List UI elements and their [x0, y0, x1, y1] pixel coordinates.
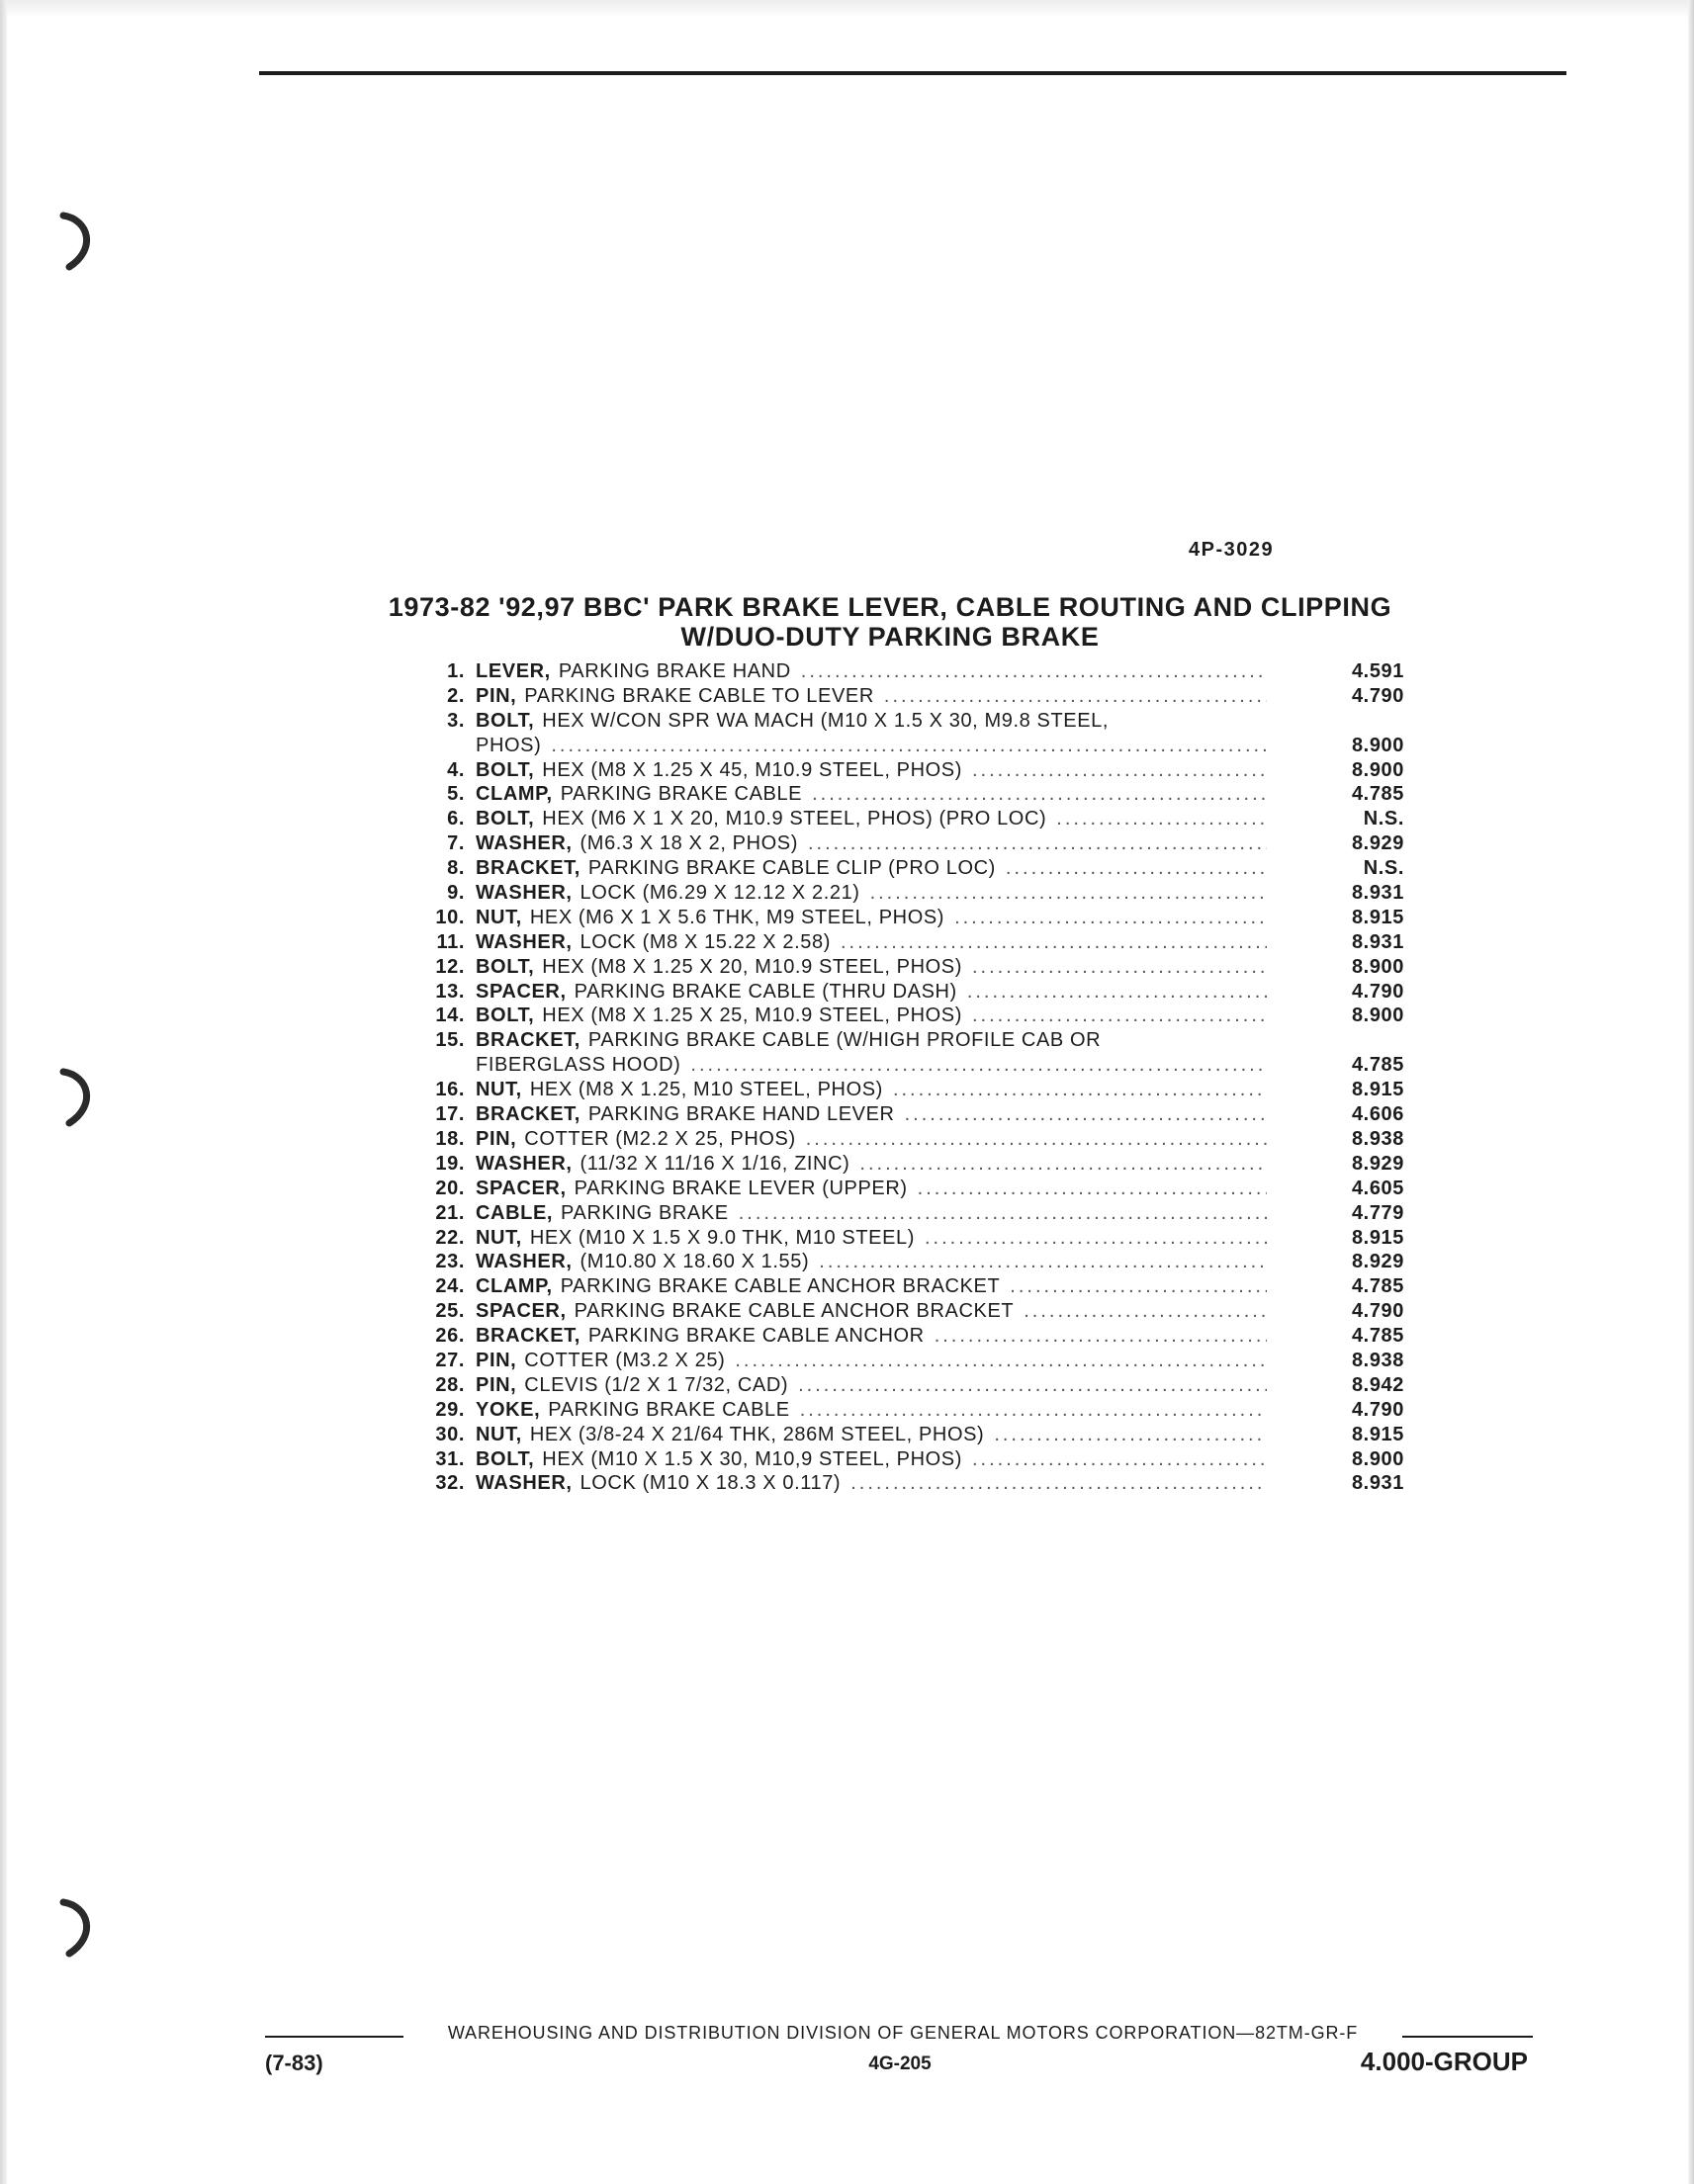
item-number: 19.: [435, 1152, 465, 1175]
list-item: [356, 1102, 1404, 1127]
part-name: WASHER,: [476, 930, 573, 953]
dot-leader: [870, 881, 1267, 906]
list-item: [356, 1078, 1404, 1102]
item-description: [476, 1078, 1267, 1102]
part-name: BOLT,: [476, 1447, 535, 1470]
dot-leader: [1056, 807, 1267, 831]
dot-leader: [972, 758, 1267, 783]
part-name: CABLE,: [476, 1201, 554, 1224]
dot-leader: [935, 1324, 1267, 1349]
item-number: 22.: [435, 1226, 465, 1249]
list-item: [356, 1299, 1404, 1324]
group-code: 8.929: [1351, 1152, 1404, 1175]
item-description: [476, 1226, 1267, 1251]
group-code: 4.779: [1351, 1201, 1404, 1224]
part-desc: PARKING BRAKE CABLE: [560, 783, 803, 806]
list-item: [356, 1028, 1404, 1078]
group-code: 4.785: [1351, 1325, 1404, 1348]
item-description: [476, 807, 1267, 831]
item-number: 6.: [447, 808, 465, 830]
item-description: [476, 1299, 1267, 1324]
part-desc: COTTER (M3.2 X 25): [524, 1349, 726, 1371]
part-name: PIN,: [476, 684, 517, 707]
part-name: WASHER,: [476, 882, 573, 905]
dot-leader: [972, 1447, 1267, 1472]
dot-leader: [1024, 1299, 1267, 1324]
part-name: WASHER,: [476, 1472, 573, 1495]
item-description: [476, 980, 1267, 1005]
item-number: 24.: [435, 1275, 465, 1298]
list-item: [356, 659, 1404, 684]
item-description: [476, 955, 1267, 980]
group-code: 8.915: [1351, 906, 1404, 928]
part-desc: HEX (M8 X 1.25 X 25, M10.9 STEEL, PHOS): [542, 1005, 962, 1027]
item-number: 30.: [435, 1423, 465, 1445]
item-number: 15.: [435, 1029, 465, 1052]
item-description: [476, 856, 1267, 881]
group-code: 8.938: [1351, 1127, 1404, 1150]
part-name: WASHER,: [476, 832, 573, 855]
part-name: PIN,: [476, 1373, 517, 1396]
part-desc: PARKING BRAKE CABLE CLIP (PRO LOC): [587, 857, 996, 880]
item-description: [476, 1349, 1267, 1373]
page-title: 1973-82 '92,97 BBC' PARK BRAKE LEVER, CABLE ROUTING AND CLIPPING: [388, 592, 1392, 622]
dot-leader: [1006, 856, 1267, 881]
dot-leader: [893, 1078, 1267, 1102]
item-number: 12.: [435, 955, 465, 978]
group-code: 8.915: [1351, 1423, 1404, 1445]
part-name: WASHER,: [476, 1251, 573, 1273]
list-item: [356, 881, 1404, 906]
item-number: 18.: [435, 1127, 465, 1150]
part-desc: PARKING BRAKE: [561, 1201, 729, 1224]
item-description: [476, 709, 1267, 758]
item-number: 13.: [435, 980, 465, 1003]
group-code: 8.931: [1351, 1472, 1404, 1495]
footer-publisher: WAREHOUSING AND DISTRIBUTION DIVISION OF GENERAL MOTORS CORPORATION—82TM-GR-F: [447, 2023, 1359, 2043]
item-number: 10.: [435, 906, 465, 928]
item-number: 28.: [435, 1373, 465, 1396]
item-description: [476, 1471, 1267, 1496]
part-name: SPACER,: [476, 980, 567, 1003]
binder-hole-icon: [59, 1066, 99, 1127]
part-desc: COTTER (M2.2 X 25, PHOS): [524, 1127, 796, 1150]
part-desc: PARKING BRAKE CABLE ANCHOR BRACKET: [574, 1300, 1015, 1323]
part-desc: PARKING BRAKE CABLE ANCHOR BRACKET: [560, 1275, 1001, 1298]
part-name: BOLT,: [476, 808, 535, 830]
part-name: NUT,: [476, 1079, 522, 1101]
item-description: [476, 1152, 1267, 1177]
part-desc: PARKING BRAKE CABLE (W/HIGH PROFILE CAB OR: [587, 1029, 1102, 1052]
item-number: 4.: [447, 758, 465, 781]
item-description: [476, 1004, 1267, 1028]
item-description: [476, 1250, 1267, 1274]
list-item: [356, 1373, 1404, 1398]
group-code: 4.785: [1351, 783, 1404, 806]
list-item: [356, 1423, 1404, 1447]
item-number: 20.: [435, 1177, 465, 1199]
part-name: CLAMP,: [476, 1275, 553, 1298]
item-description: [476, 1127, 1267, 1152]
part-desc: HEX (M8 X 1.25 X 20, M10.9 STEEL, PHOS): [542, 955, 962, 978]
group-code: 8.915: [1351, 1079, 1404, 1101]
item-description: [476, 1274, 1267, 1299]
dot-leader: [859, 1152, 1267, 1177]
item-description: [476, 659, 1267, 684]
dot-leader: [1010, 1274, 1267, 1299]
item-number: 16.: [435, 1079, 465, 1101]
list-item: [356, 955, 1404, 980]
list-item: [356, 709, 1404, 758]
list-item: [356, 1201, 1404, 1226]
part-desc-continued: FIBERGLASS HOOD): [476, 1054, 681, 1077]
part-name: NUT,: [476, 1423, 522, 1445]
item-description: [476, 906, 1267, 930]
part-name: BOLT,: [476, 1005, 535, 1027]
item-number: 25.: [435, 1300, 465, 1323]
group-code: 4.790: [1351, 1300, 1404, 1323]
list-item: [356, 1250, 1404, 1274]
item-description: [476, 1398, 1267, 1423]
list-item: [356, 807, 1404, 831]
page-subtitle: W/DUO-DUTY PARKING BRAKE: [680, 622, 1100, 652]
dot-leader: [972, 1004, 1267, 1028]
part-desc: PARKING BRAKE CABLE ANCHOR: [587, 1325, 925, 1348]
footer-rule-right: [1402, 2036, 1533, 2038]
list-item: [356, 1447, 1404, 1472]
part-desc: PARKING BRAKE LEVER (UPPER): [574, 1177, 908, 1199]
dot-leader: [967, 980, 1267, 1005]
list-item: [356, 906, 1404, 930]
footer-date: (7-83): [265, 2051, 323, 2075]
page-id: 4P-3029: [1189, 539, 1275, 561]
list-item: [356, 1226, 1404, 1251]
list-item: [356, 930, 1404, 955]
page-top-shadow: [0, 0, 1694, 18]
dot-leader: [808, 831, 1267, 856]
list-item: [356, 831, 1404, 856]
part-desc: HEX W/CON SPR WA MACH (M10 X 1.5 X 30, M9.8 STEEL,: [542, 709, 1110, 732]
dot-leader: [739, 1201, 1267, 1226]
dot-leader: [954, 906, 1267, 930]
part-desc: LOCK (M8 X 15.22 X 2.58): [580, 930, 831, 953]
part-desc: (M10.80 X 18.60 X 1.55): [580, 1251, 810, 1273]
footer-rule-left: [265, 2036, 403, 2038]
item-number: 17.: [435, 1103, 465, 1126]
item-description: [476, 684, 1267, 709]
list-item: [356, 758, 1404, 783]
group-code: 4.790: [1351, 1398, 1404, 1421]
item-number: 29.: [435, 1398, 465, 1421]
item-number: 8.: [447, 857, 465, 880]
part-desc: LOCK (M6.29 X 12.12 X 2.21): [580, 882, 860, 905]
page-left-edge: [0, 0, 7, 2184]
item-number: 3.: [447, 709, 465, 732]
part-name: SPACER,: [476, 1300, 567, 1323]
list-item: [356, 1471, 1404, 1496]
item-description: [476, 1447, 1267, 1472]
part-name: CLAMP,: [476, 783, 553, 806]
part-desc: PARKING BRAKE HAND LEVER: [587, 1103, 895, 1126]
group-code: 8.900: [1351, 758, 1404, 781]
dot-leader: [690, 1053, 1267, 1078]
item-description: [476, 1028, 1267, 1078]
header-rule: [259, 71, 1566, 75]
item-number: 5.: [447, 783, 465, 806]
part-desc: HEX (M6 X 1 X 20, M10.9 STEEL, PHOS) (PRO LOC): [542, 808, 1047, 830]
group-code: 8.929: [1351, 1251, 1404, 1273]
dot-leader: [806, 1127, 1267, 1152]
group-code: 8.931: [1351, 930, 1404, 953]
dot-leader: [972, 955, 1267, 980]
part-desc: HEX (M10 X 1.5 X 9.0 THK, M10 STEEL): [529, 1226, 915, 1249]
group-code: N.S.: [1363, 857, 1404, 880]
list-item: [356, 1004, 1404, 1028]
page-right-edge: [1688, 0, 1694, 2184]
item-number: 21.: [435, 1201, 465, 1224]
list-item: [356, 1152, 1404, 1177]
part-name: BRACKET,: [476, 1103, 580, 1126]
item-description: [476, 1373, 1267, 1398]
group-code: 8.900: [1351, 1005, 1404, 1027]
part-desc: PARKING BRAKE CABLE TO LEVER: [524, 684, 874, 707]
group-code: 4.790: [1351, 684, 1404, 707]
list-item: [356, 782, 1404, 807]
part-desc: HEX (M10 X 1.5 X 30, M10,9 STEEL, PHOS): [542, 1447, 962, 1470]
item-description: [476, 831, 1267, 856]
item-number: 26.: [435, 1325, 465, 1348]
item-number: 23.: [435, 1251, 465, 1273]
group-code: 8.938: [1351, 1349, 1404, 1371]
part-name: NUT,: [476, 1226, 522, 1249]
item-description: [476, 930, 1267, 955]
item-number: 27.: [435, 1349, 465, 1371]
part-name: WASHER,: [476, 1152, 573, 1175]
dot-leader: [850, 1471, 1267, 1496]
part-name: BOLT,: [476, 955, 535, 978]
group-code: 8.915: [1351, 1226, 1404, 1249]
item-number: 32.: [435, 1472, 465, 1495]
group-code: N.S.: [1363, 808, 1404, 830]
list-item: [356, 1324, 1404, 1349]
part-name: BOLT,: [476, 758, 535, 781]
part-name: SPACER,: [476, 1177, 567, 1199]
item-description: [476, 881, 1267, 906]
group-code: 8.931: [1351, 882, 1404, 905]
list-item: [356, 980, 1404, 1005]
item-description: [476, 782, 1267, 807]
part-name: LEVER,: [476, 660, 551, 682]
dot-leader: [918, 1177, 1267, 1201]
dot-leader: [735, 1349, 1267, 1373]
item-number: 31.: [435, 1447, 465, 1470]
list-item: [356, 1349, 1404, 1373]
part-desc: HEX (3/8-24 X 21/64 THK, 286M STEEL, PHOS): [529, 1423, 985, 1445]
group-code: 8.900: [1351, 734, 1404, 756]
item-description: [476, 758, 1267, 783]
dot-leader: [800, 1398, 1267, 1423]
dot-leader: [925, 1226, 1267, 1251]
part-desc: PARKING BRAKE CABLE: [548, 1398, 790, 1421]
part-name: YOKE,: [476, 1398, 541, 1421]
part-desc: (M6.3 X 18 X 2, PHOS): [580, 832, 798, 855]
item-description: [476, 1102, 1267, 1127]
dot-leader: [798, 1373, 1267, 1398]
item-number: 9.: [447, 882, 465, 905]
dot-leader: [884, 684, 1267, 709]
item-number: 11.: [436, 930, 465, 953]
item-number: 7.: [447, 832, 465, 855]
part-name: BRACKET,: [476, 1325, 580, 1348]
dot-leader: [551, 734, 1267, 758]
item-description: [476, 1324, 1267, 1349]
footer-group: 4.000-GROUP: [1360, 2047, 1528, 2076]
part-desc: PARKING BRAKE CABLE (THRU DASH): [574, 980, 957, 1003]
list-item: [356, 1274, 1404, 1299]
group-code: 8.900: [1351, 955, 1404, 978]
group-code: 8.929: [1351, 832, 1404, 855]
list-item: [356, 1127, 1404, 1152]
group-code: 4.605: [1351, 1177, 1404, 1199]
binder-hole-icon: [59, 1896, 99, 1958]
group-code: 4.591: [1351, 660, 1404, 682]
dot-leader: [994, 1423, 1267, 1447]
part-name: PIN,: [476, 1349, 517, 1371]
group-code: 8.900: [1351, 1447, 1404, 1470]
part-desc: HEX (M8 X 1.25, M10 STEEL, PHOS): [529, 1079, 883, 1101]
dot-leader: [905, 1102, 1267, 1127]
parts-list: [356, 659, 1404, 1496]
dot-leader: [819, 1250, 1267, 1274]
item-number: 2.: [447, 684, 465, 707]
item-number: 14.: [435, 1005, 465, 1027]
group-code: 4.785: [1351, 1275, 1404, 1298]
footer-page-number: 4G-205: [868, 2053, 932, 2074]
list-item: [356, 1177, 1404, 1201]
part-desc: HEX (M6 X 1 X 5.6 THK, M9 STEEL, PHOS): [529, 906, 945, 928]
part-name: BRACKET,: [476, 1029, 580, 1052]
item-description: [476, 1177, 1267, 1201]
part-desc-continued: PHOS): [476, 734, 542, 756]
item-description: [476, 1201, 1267, 1226]
part-name: BOLT,: [476, 709, 535, 732]
part-desc: (11/32 X 11/16 X 1/16, ZINC): [580, 1152, 850, 1175]
item-description: [476, 1423, 1267, 1447]
group-code: 4.785: [1351, 1054, 1404, 1077]
item-number: 1.: [447, 660, 465, 682]
part-desc: CLEVIS (1/2 X 1 7/32, CAD): [524, 1373, 789, 1396]
part-desc: PARKING BRAKE HAND: [558, 660, 791, 682]
part-name: BRACKET,: [476, 857, 580, 880]
list-item: [356, 856, 1404, 881]
part-desc: LOCK (M10 X 18.3 X 0.117): [580, 1472, 842, 1495]
group-code: 8.942: [1351, 1373, 1404, 1396]
part-name: NUT,: [476, 906, 522, 928]
dot-leader: [841, 930, 1267, 955]
list-item: [356, 1398, 1404, 1423]
group-code: 4.790: [1351, 980, 1404, 1003]
group-code: 4.606: [1351, 1103, 1404, 1126]
dot-leader: [812, 782, 1267, 807]
binder-hole-icon: [59, 210, 99, 271]
dot-leader: [801, 659, 1267, 684]
list-item: [356, 684, 1404, 709]
part-desc: HEX (M8 X 1.25 X 45, M10.9 STEEL, PHOS): [542, 758, 962, 781]
part-name: PIN,: [476, 1127, 517, 1150]
